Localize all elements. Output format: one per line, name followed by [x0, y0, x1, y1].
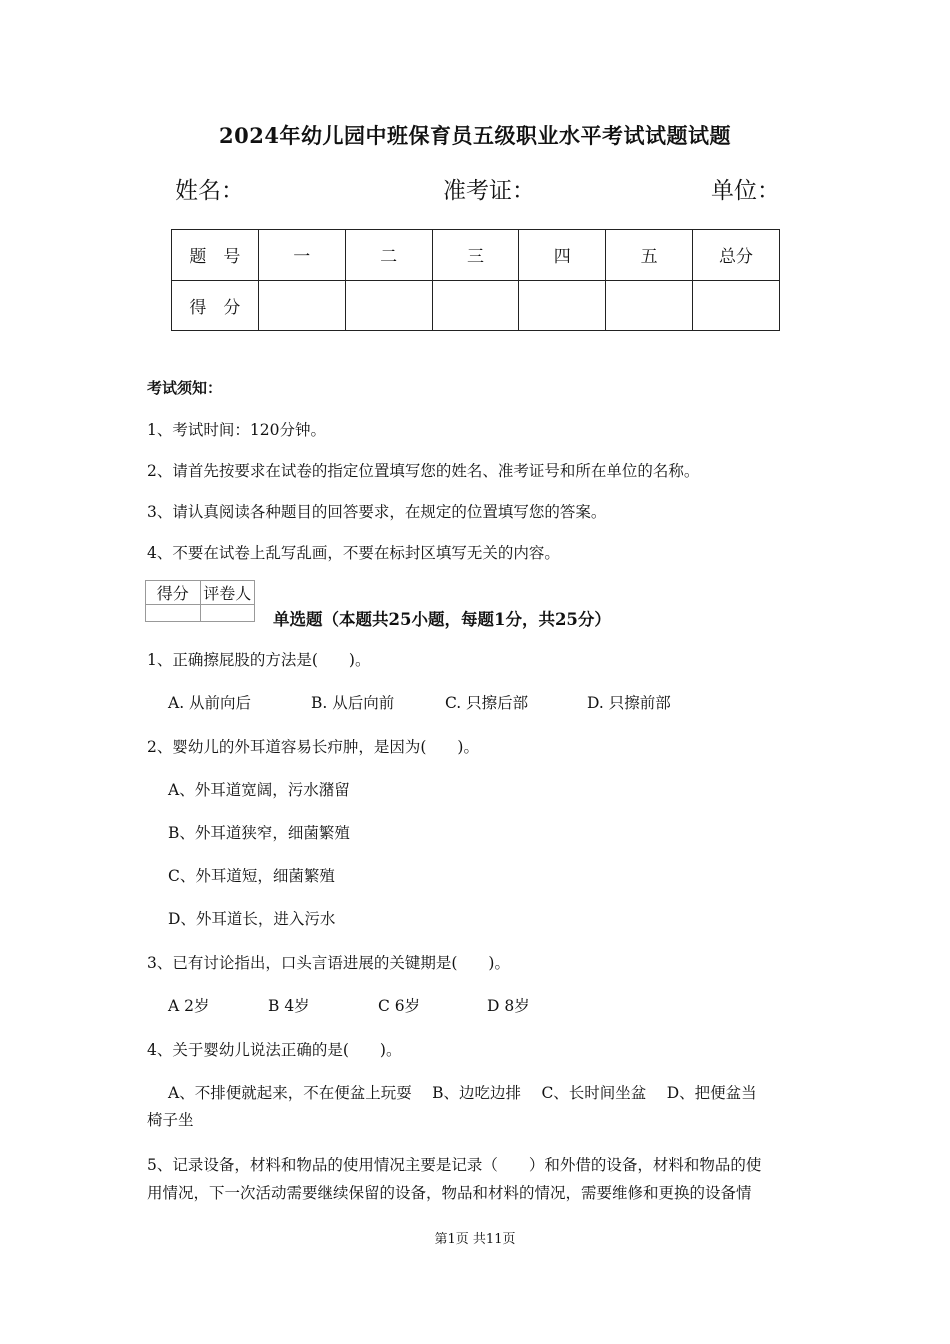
- score-table-cell: 题 号: [172, 230, 259, 281]
- notice-item: 2、请首先按要求在试卷的指定位置填写您的姓名、准考证号和所在单位的名称。: [147, 462, 700, 480]
- notice-item: 1、考试时间：120分钟。: [147, 421, 326, 439]
- question-stem-continued: 用情况，下一次活动需要继续保留的设备，物品和材料的情况，需要维修和更换的设备情: [147, 1184, 752, 1202]
- question-options-line: A、不排便就起来，不在便盆上玩耍 B、边吃边排 C、长时间坐盆 D、把便盆当: [168, 1084, 757, 1102]
- score-entry-cell[interactable]: [345, 280, 432, 331]
- score-table: [171, 229, 780, 331]
- score-table-cell: 得 分: [172, 280, 259, 331]
- question-option: A 2岁: [168, 997, 210, 1015]
- grader-reviewer-cell[interactable]: [200, 605, 255, 622]
- question-option: C. 只擦后部: [445, 694, 529, 712]
- grader-box: [145, 580, 255, 622]
- question-option: D 8岁: [487, 997, 530, 1015]
- score-table-score-row: [172, 280, 780, 331]
- score-table-cell: 二: [345, 230, 432, 281]
- score-table-cell: 四: [519, 230, 606, 281]
- notice-title: 考试须知：: [147, 379, 223, 397]
- name-field-label: 姓名：: [175, 178, 244, 204]
- page-footer: 第1页 共11页: [434, 1232, 516, 1247]
- notice-item: 3、请认真阅读各种题目的回答要求，在规定的位置填写您的答案。: [147, 503, 607, 521]
- score-entry-cell[interactable]: [693, 280, 780, 331]
- score-table-cell: 三: [432, 230, 519, 281]
- score-entry-cell[interactable]: [258, 280, 345, 331]
- question-stem: 3、已有讨论指出，口头言语进展的关键期是( )。: [147, 954, 510, 972]
- question-option: A. 从前向后: [168, 694, 252, 712]
- question-stem: 4、关于婴幼儿说法正确的是( )。: [147, 1041, 402, 1059]
- notice-item: 4、不要在试卷上乱写乱画，不要在标封区填写无关的内容。: [147, 544, 560, 562]
- score-table-cell: 五: [606, 230, 693, 281]
- question-option: C、外耳道短，细菌繁殖: [168, 867, 335, 885]
- question-option: D、外耳道长，进入污水: [168, 910, 336, 928]
- question-options-wrap: 椅子坐: [147, 1111, 194, 1129]
- unit-field-label: 单位：: [711, 178, 780, 204]
- grader-reviewer-label: 评卷人: [200, 581, 255, 605]
- question-stem: 1、正确擦屁股的方法是( )。: [147, 651, 371, 669]
- question-option: B 4岁: [268, 997, 310, 1015]
- score-entry-cell[interactable]: [606, 280, 693, 331]
- grader-score-cell[interactable]: [146, 605, 201, 622]
- grader-score-label: 得分: [146, 581, 201, 605]
- question-option: A、外耳道宽阔，污水潴留: [168, 781, 350, 799]
- score-table-cell: 一: [258, 230, 345, 281]
- question-option: B、外耳道狭窄，细菌繁殖: [168, 824, 350, 842]
- question-stem: 5、记录设备，材料和物品的使用情况主要是记录（ ）和外借的设备，材料和物品的使: [147, 1156, 762, 1174]
- question-option: C 6岁: [378, 997, 421, 1015]
- question-stem: 2、婴幼儿的外耳道容易长疖肿，是因为( )。: [147, 738, 479, 756]
- question-option: B. 从后向前: [311, 694, 395, 712]
- score-table-header-row: [172, 230, 780, 281]
- exam-id-field-label: 准考证：: [443, 178, 535, 204]
- question-option: D. 只擦前部: [587, 694, 671, 712]
- section-title: 单选题（本题共25小题，每题1分，共25分）: [273, 610, 611, 629]
- score-entry-cell[interactable]: [432, 280, 519, 331]
- score-table-cell: 总分: [693, 230, 780, 281]
- page-title: 2024年幼儿园中班保育员五级职业水平考试试题试题: [219, 123, 731, 148]
- score-entry-cell[interactable]: [519, 280, 606, 331]
